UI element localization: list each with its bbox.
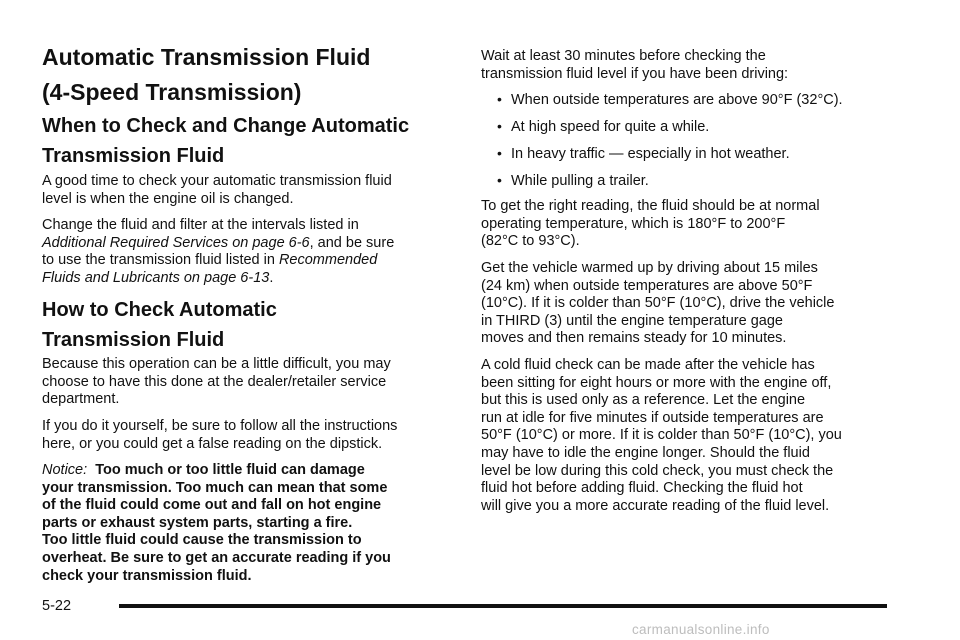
text-line: Change the fluid and filter at the intervals listed in bbox=[42, 217, 359, 233]
text-line: moves and then remains steady for 10 minutes. bbox=[481, 330, 787, 347]
list-item bbox=[481, 92, 843, 119]
section-heading-line-1: How to Check Automatic bbox=[42, 299, 277, 321]
text-line: but this is used only as a reference. Let the engine bbox=[481, 392, 806, 409]
text-line bbox=[42, 252, 442, 270]
text-line: of the fluid could come out and fall on hot engine bbox=[42, 497, 382, 514]
paragraph-wait-intro bbox=[481, 48, 901, 83]
text-line: To get the right reading, the fluid should be at normal bbox=[481, 198, 820, 214]
section-heading-line-2: Transmission Fluid bbox=[42, 145, 225, 167]
reference-recommended-fluids-cont[interactable]: Fluids and Lubricants on page 6-13 bbox=[42, 269, 270, 286]
text-line: (82°C to 93°C). bbox=[481, 233, 580, 250]
paragraph-difficulty bbox=[42, 356, 442, 409]
paragraph-cold-check bbox=[481, 357, 901, 515]
text-line: been sitting for eight hours or more with the engine off, bbox=[481, 374, 832, 391]
text-fragment: to use the transmission fluid listed in bbox=[42, 252, 279, 269]
text-fragment: , and be sure bbox=[309, 234, 395, 251]
text-line bbox=[42, 235, 442, 253]
footer-divider bbox=[119, 604, 887, 608]
paragraph-warm-up bbox=[481, 260, 901, 348]
text-line: parts or exhaust system parts, starting a fire. bbox=[42, 514, 353, 531]
section-heading-how-to-check bbox=[42, 295, 462, 355]
watermark: carmanualsonline.info bbox=[632, 622, 770, 637]
text-line: 50°F (10°C) or more. If it is colder than 50°F (10°C), you bbox=[481, 427, 842, 444]
list-item bbox=[481, 119, 843, 146]
text-line bbox=[42, 462, 442, 480]
section-heading-line-1: When to Check and Change Automatic bbox=[42, 115, 410, 137]
text-line: operating temperature, which is 180°F to 200°F bbox=[481, 215, 786, 232]
text-line: here, or you could get a false reading on the dipstick. bbox=[42, 435, 383, 452]
list-item-text: At high speed for quite a while. bbox=[511, 119, 710, 135]
text-line: Wait at least 30 minutes before checking the bbox=[481, 48, 766, 64]
section-heading-when-to-check bbox=[42, 111, 462, 171]
text-line: Too little fluid could cause the transmission to bbox=[42, 532, 362, 549]
text-line: fluid hot before adding fluid. Checking the fluid hot bbox=[481, 480, 803, 497]
reference-recommended-fluids[interactable]: Recommended bbox=[278, 252, 378, 269]
paragraph-when-to-check bbox=[42, 173, 442, 208]
bullet-icon: • bbox=[497, 118, 502, 134]
paragraph-right-reading bbox=[481, 198, 901, 251]
text-line: (10°C). If it is colder than 50°F (10°C), drive the vehicle bbox=[481, 295, 835, 312]
text-line: level is when the engine oil is changed. bbox=[42, 190, 294, 207]
text-line: run at idle for five minutes if outside temperatures are bbox=[481, 409, 824, 426]
page-title bbox=[42, 40, 462, 110]
text-line: department. bbox=[42, 391, 120, 408]
text-fragment: Too much or too little fluid can damage bbox=[95, 462, 365, 478]
text-line: transmission fluid level if you have been driving: bbox=[481, 65, 789, 82]
page-title-line-2: (4-Speed Transmission) bbox=[42, 79, 302, 105]
paragraph-change-fluid bbox=[42, 217, 442, 287]
text-line: (24 km) when outside temperatures are above 50°F bbox=[481, 277, 813, 294]
list-item-text: While pulling a trailer. bbox=[511, 173, 649, 189]
bullet-icon: • bbox=[497, 91, 502, 107]
text-fragment: . bbox=[269, 269, 274, 286]
list-item bbox=[481, 173, 843, 200]
text-line: level be low during this cold check, you must check the bbox=[481, 462, 834, 479]
list-item-text: When outside temperatures are above 90°F (32°C). bbox=[511, 92, 843, 108]
reference-additional-services[interactable]: Additional Required Services on page 6-6 bbox=[42, 234, 310, 251]
text-line: choose to have this done at the dealer/retailer service bbox=[42, 373, 387, 390]
text-line bbox=[42, 270, 442, 288]
text-line: A cold fluid check can be made after the vehicle has bbox=[481, 357, 815, 373]
text-line: Get the vehicle warmed up by driving about 15 miles bbox=[481, 260, 818, 276]
text-line: will give you a more accurate reading of the fluid level. bbox=[481, 497, 830, 514]
text-line: may have to idle the engine longer. Should the fluid bbox=[481, 444, 810, 461]
list-item bbox=[481, 146, 843, 173]
text-line: Because this operation can be a little difficult, you may bbox=[42, 356, 391, 372]
list-item-text: In heavy traffic — especially in hot weather. bbox=[511, 146, 790, 162]
page-number: 5-22 bbox=[42, 598, 72, 614]
text-line: overheat. Be sure to get an accurate reading if you bbox=[42, 549, 391, 566]
page-title-line-1: Automatic Transmission Fluid bbox=[42, 44, 371, 70]
bullet-icon: • bbox=[497, 145, 502, 161]
section-heading-line-2: Transmission Fluid bbox=[42, 329, 225, 351]
notice-block bbox=[42, 462, 442, 585]
text-line: If you do it yourself, be sure to follow all the instructions bbox=[42, 418, 398, 434]
conditions-list bbox=[481, 92, 843, 200]
paragraph-do-it-yourself bbox=[42, 418, 442, 453]
text-line: your transmission. Too much can mean that some bbox=[42, 479, 388, 496]
text-line: in THIRD (3) until the engine temperature gage bbox=[481, 312, 783, 329]
text-line: A good time to check your automatic transmission fluid bbox=[42, 173, 392, 189]
notice-label: Notice: bbox=[42, 462, 88, 478]
text-line: check your transmission fluid. bbox=[42, 567, 252, 584]
bullet-icon: • bbox=[497, 172, 502, 188]
